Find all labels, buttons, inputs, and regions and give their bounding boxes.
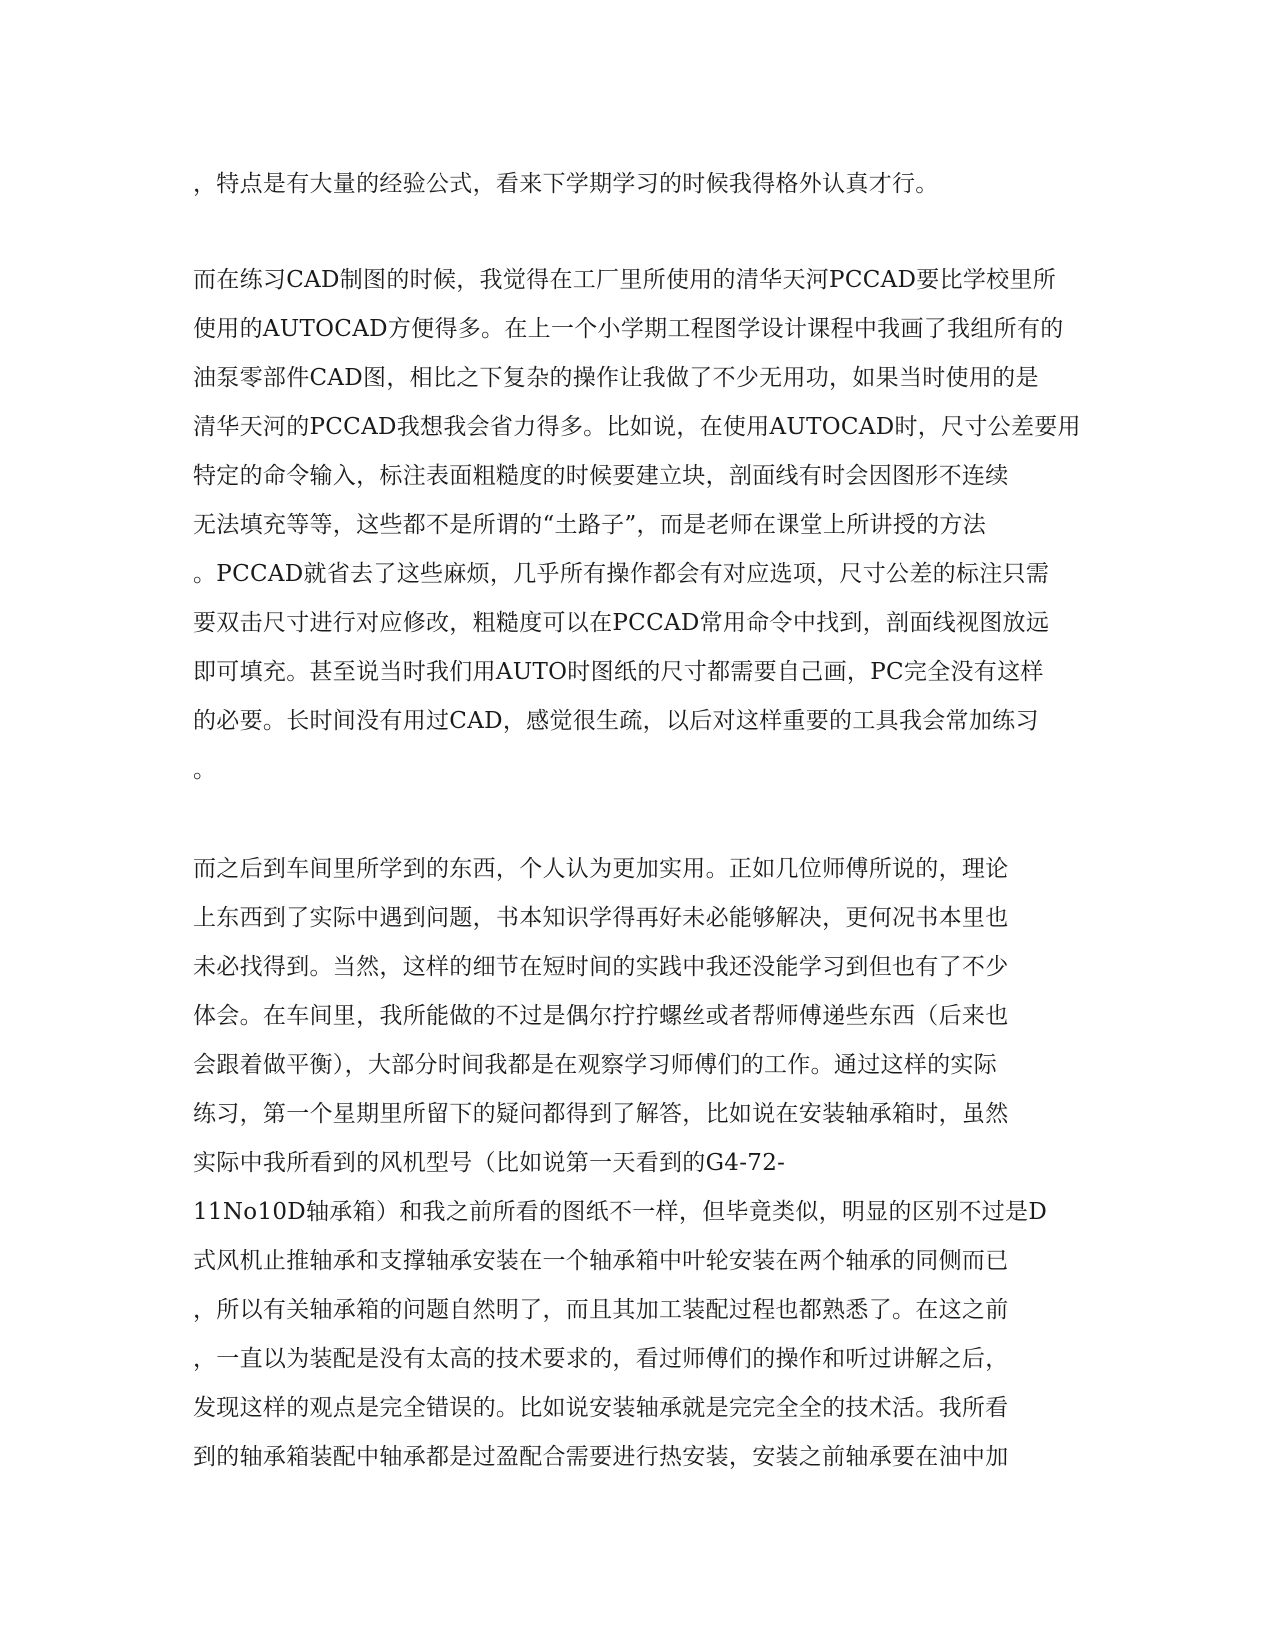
text-line: 要双击尺寸进行对应修改，粗糙度可以在PCCAD常用命令中找到，剖面线视图放远 [193,610,1050,636]
text-line: ，所以有关轴承箱的问题自然明了，而且其加工装配过程也都熟悉了。在这之前 [193,1297,1009,1323]
text-line: 会跟着做平衡），大部分时间我都是在观察学习师傅们的工作。通过这样的实际 [193,1052,997,1078]
paragraph-3 [193,845,1083,1482]
text-line: 而在练习CAD制图的时候，我觉得在工厂里所使用的清华天河PCCAD要比学校里所 [193,267,1057,293]
text-line: 使用的AUTOCAD方便得多。在上一个小学期工程图学设计课程中我画了我组所有的 [193,316,1064,342]
text-line: 清华天河的PCCAD我想我会省力得多。比如说，在使用AUTOCAD时，尺寸公差要用 [193,414,1081,440]
text-line: 上东西到了实际中遇到问题，书本知识学得再好未必能够解决，更何况书本里也 [193,905,1009,931]
text-line: 式风机止推轴承和支撑轴承安装在一个轴承箱中叶轮安装在两个轴承的同侧而已 [193,1248,1009,1274]
text-line: 实际中我所看到的风机型号（比如说第一天看到的G4-72- [193,1150,786,1176]
text-line: 特定的命令输入，标注表面粗糙度的时候要建立块，剖面线有时会因图形不连续 [193,463,1009,489]
paragraph-2 [193,256,1083,795]
text-line: 而之后到车间里所学到的东西，个人认为更加实用。正如几位师傅所说的，理论 [193,856,1009,882]
text-line: 11No10D轴承箱）和我之前所看的图纸不一样，但毕竟类似，明显的区别不过是D [193,1199,1048,1225]
text-line: 油泵零部件CAD图，相比之下复杂的操作让我做了不少无用功，如果当时使用的是 [193,365,1039,391]
paragraph-1 [193,160,1083,209]
text-line: 到的轴承箱装配中轴承都是过盈配合需要进行热安装，安装之前轴承要在油中加 [193,1444,1009,1470]
text-line: 无法填充等等，这些都不是所谓的“土路子”，而是老师在课堂上所讲授的方法 [193,512,987,538]
text-line: 。 [193,757,217,783]
text-line: 练习，第一个星期里所留下的疑问都得到了解答，比如说在安装轴承箱时，虽然 [193,1101,1009,1127]
text-line: 体会。在车间里，我所能做的不过是偶尔拧拧螺丝或者帮师傅递些东西（后来也 [193,1003,1009,1029]
text-line: 。PCCAD就省去了这些麻烦，几乎所有操作都会有对应选项，尺寸公差的标注只需 [193,561,1050,587]
text-line: 的必要。长时间没有用过CAD，感觉很生疏，以后对这样重要的工具我会常加练习 [193,708,1039,734]
text-line: ，特点是有大量的经验公式，看来下学期学习的时候我得格外认真才行。 [193,171,939,197]
text-line: ，一直以为装配是没有太高的技术要求的，看过师傅们的操作和听过讲解之后， [193,1346,1009,1372]
text-line: 未必找得到。当然，这样的细节在短时间的实践中我还没能学习到但也有了不少 [193,954,1009,980]
text-line: 即可填充。甚至说当时我们用AUTO时图纸的尺寸都需要自己画，PC完全没有这样 [193,659,1044,685]
text-line: 发现这样的观点是完全错误的。比如说安装轴承就是完完全全的技术活。我所看 [193,1395,1009,1421]
